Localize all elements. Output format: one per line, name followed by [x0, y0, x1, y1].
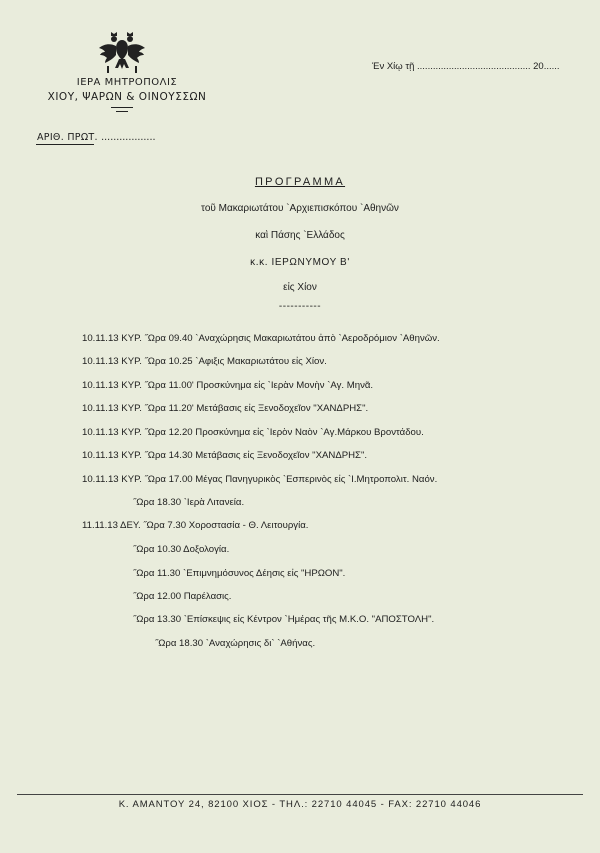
org-name-line1: ΙΕΡΑ ΜΗΤΡΟΠΟΛΙΣ [76, 77, 178, 88]
protocol-number [37, 132, 156, 143]
subtitle-line2: καὶ Πάσης `Ελλάδος [255, 230, 345, 241]
schedule-item: 10.11.13 ΚΥΡ. ˝Ωρα 14.30 Μετάβασις εἰς Ξενοδοχεῖον "ΧΑΝΔΡΗΣ". [82, 450, 368, 461]
schedule-item: 10.11.13 ΚΥΡ. ˝Ωρα 11.00' Προσκύνημα εἰς `Ιερὰν Μονὴν `Αγ. Μηνᾶ. [82, 380, 374, 391]
schedule-item: 10.11.13 ΚΥΡ. ˝Ωρα 17.00 Μέγας Πανηγυρικὸς `Εσπερινὸς εἰς `Ι.Μητροπολιτ. Ναόν. [82, 474, 438, 485]
schedule-item: ˝Ωρα 18.30 `Αναχώρησις δι` `Αθήνας. [155, 638, 316, 649]
subtitle-line3: κ.κ. ΙΕΡΩΝΥΜΟΥ Β' [250, 257, 350, 268]
document-title-text: ΠΡΟΓΡΑΜΜΑ [254, 176, 346, 188]
footer-rule [17, 794, 583, 795]
org-underline [111, 107, 133, 108]
protocol-underline [36, 144, 94, 145]
protocol-label: ΑΡΙΘ. ΠΡΩΤ. [37, 132, 98, 143]
schedule-item: 10.11.13 ΚΥΡ. ˝Ωρα 09.40 `Αναχώρησις Μακαριωτάτου ἀπὸ `Αεροδρόμιον `Αθηνῶν. [82, 333, 440, 344]
subtitle-line1: τοῦ Μακαριωτάτου `Αρχιεπισκόπου `Αθηνῶν [201, 203, 399, 214]
document-title [0, 176, 600, 188]
footer-contact: Κ. ΑΜΑΝΤΟΥ 24, 82100 ΧΙΟΣ - ΤΗΛ.: 22710 44045 - FAX: 22710 44046 [118, 799, 482, 810]
schedule-item: 10.11.13 ΚΥΡ. ˝Ωρα 12.20 Προσκύνημα εἰς `Ιερὸν Ναὸν `Αγ.Μάρκου Βροντάδου. [82, 427, 424, 438]
schedule-item: 11.11.13 ΔΕΥ. ˝Ωρα 7.30 Χοροστασία - Θ. Λειτουργία. [82, 520, 309, 531]
divider: ----------- [278, 301, 322, 312]
double-headed-eagle-icon [97, 28, 147, 74]
schedule-item: ˝Ωρα 12.00 Παρέλασις. [133, 591, 232, 602]
protocol-dots: .................. [101, 132, 156, 143]
org-underline-short [116, 111, 128, 112]
schedule-item: ˝Ωρα 18.30 `Ιερὰ Λιτανεία. [133, 497, 245, 508]
schedule-item: ˝Ωρα 11.30 `Επιμνημόσυνος Δέησις εἰς "ΗΡΩΟΝ". [133, 568, 346, 579]
schedule-item: 10.11.13 ΚΥΡ. ˝Ωρα 11.20' Μετάβασις εἰς Ξενοδοχεῖον "ΧΑΝΔΡΗΣ". [82, 403, 369, 414]
org-name-line2: ΧΙΟΥ, ΨΑΡΩΝ & ΟΙΝΟΥΣΣΩΝ [47, 91, 207, 103]
place-date-line: Έν Χίῳ τῇ ........................................... 20...... [372, 61, 560, 72]
schedule-item: ˝Ωρα 10.30 Δοξολογία. [133, 544, 230, 555]
subtitle-line4: εἰς Χίον [283, 282, 317, 293]
schedule-item: ˝Ωρα 13.30 `Επίσκεψις εἰς Κέντρον `Ημέρας τῆς Μ.Κ.Ο. "ΑΠΟΣΤΟΛΗ". [133, 614, 435, 625]
schedule-item: 10.11.13 ΚΥΡ. ˝Ωρα 10.25 `Αφιξις Μακαριωτάτου εἰς Χίον. [82, 356, 327, 367]
